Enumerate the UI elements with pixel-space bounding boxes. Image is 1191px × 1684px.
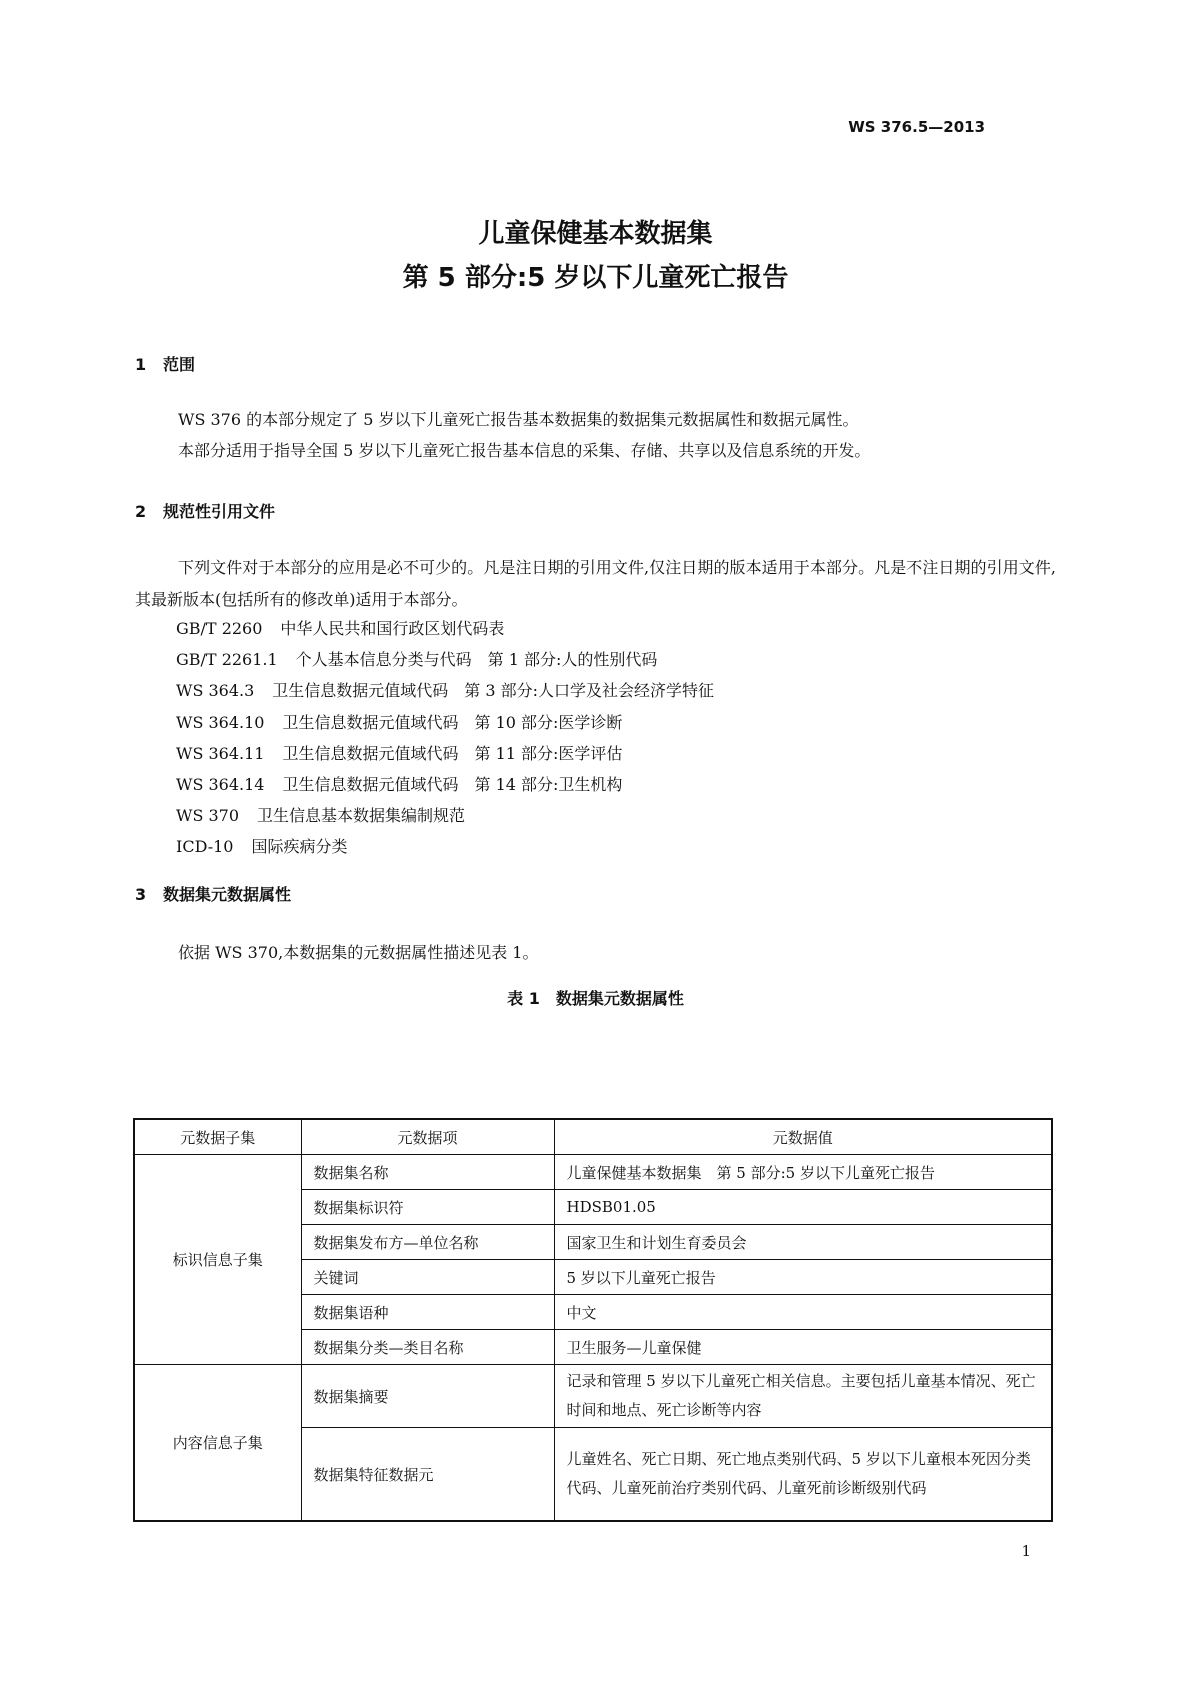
- value-cell: 儿童姓名、死亡日期、死亡地点类别代码、5 岁以下儿童根本死因分类代码、儿童死前治疗类别代码、儿童死前诊断级别代码: [554, 1428, 1052, 1522]
- reference-title: 中华人民共和国行政区划代码表: [280, 619, 505, 638]
- reference-title: 卫生信息数据元值域代码 第 14 部分:卫生机构: [282, 775, 623, 795]
- subset-cell: 内容信息子集: [134, 1365, 301, 1522]
- table-caption: 表 1 数据集元数据属性: [507, 989, 684, 1008]
- item-cell: 数据集分类—类目名称: [301, 1330, 554, 1365]
- page-number: 1: [1021, 1542, 1031, 1560]
- reference-item: [176, 707, 714, 738]
- section-2-intro: 下列文件对于本部分的应用是必不可少的。凡是注日期的引用文件,仅注日期的版本适用于本部分。凡是不注日期的引用文件,其最新版本(包括所有的修改单)适用于本部分。: [135, 558, 1056, 609]
- section-number: 2: [135, 502, 147, 521]
- table-header-cell: 元数据项: [301, 1119, 554, 1155]
- reference-code: WS 364.14: [176, 775, 265, 795]
- section-3-heading: [135, 882, 291, 905]
- document-subtitle: 第 5 部分:5 岁以下儿童死亡报告: [402, 263, 789, 293]
- reference-code: GB/T 2261.1: [176, 650, 278, 670]
- reference-code: WS 370: [176, 806, 240, 826]
- document-title: 儿童保健基本数据集: [478, 219, 713, 249]
- reference-title: 国际疾病分类: [251, 837, 348, 857]
- value-cell: 记录和管理 5 岁以下儿童死亡相关信息。主要包括儿童基本情况、死亡时间和地点、死亡诊断等内容: [554, 1365, 1052, 1428]
- value-cell: 儿童保健基本数据集 第 5 部分:5 岁以下儿童死亡报告: [554, 1155, 1052, 1190]
- item-cell: 数据集摘要: [301, 1365, 554, 1428]
- standard-code: WS 376.5—2013: [848, 118, 985, 136]
- reference-title: 卫生信息数据元值域代码 第 3 部分:人口学及社会经济学特征: [272, 681, 715, 701]
- table-header-row: [134, 1119, 1052, 1155]
- item-cell: 数据集语种: [301, 1295, 554, 1330]
- reference-title: 卫生信息数据元值域代码 第 10 部分:医学诊断: [282, 712, 623, 732]
- section-number: 3: [135, 885, 147, 904]
- section-number: 1: [135, 355, 147, 374]
- section-1-heading: [135, 352, 195, 375]
- reference-title: 卫生信息数据元值域代码 第 11 部分:医学评估: [282, 743, 623, 763]
- reference-code: WS 364.10: [176, 712, 265, 732]
- reference-item: [176, 644, 714, 675]
- reference-list: [176, 613, 714, 863]
- section-title: 数据集元数据属性: [163, 885, 292, 904]
- reference-item: [176, 769, 714, 800]
- item-cell: 数据集发布方—单位名称: [301, 1225, 554, 1260]
- reference-code: WS 364.11: [176, 743, 265, 763]
- reference-code: ICD-10: [176, 837, 234, 857]
- value-cell: 中文: [554, 1295, 1052, 1330]
- table-row: [134, 1365, 1052, 1428]
- table-header-cell: 元数据值: [554, 1119, 1052, 1155]
- section-2-heading: [135, 499, 275, 522]
- section-1-paragraph-2: 本部分适用于指导全国 5 岁以下儿童死亡报告基本信息的采集、存储、共享以及信息系统的开发。: [178, 441, 871, 460]
- section-title: 范围: [163, 355, 196, 374]
- reference-title: 个人基本信息分类与代码 第 1 部分:人的性别代码: [295, 650, 658, 670]
- reference-item: [176, 738, 714, 769]
- metadata-table: [133, 1118, 1053, 1522]
- value-cell: HDSB01.05: [554, 1190, 1052, 1225]
- reference-code: GB/T 2260: [176, 619, 263, 638]
- section-3-paragraph: 依据 WS 370,本数据集的元数据属性描述见表 1。: [178, 943, 539, 962]
- reference-title: 卫生信息基本数据集编制规范: [257, 806, 466, 826]
- subset-cell: 标识信息子集: [134, 1155, 301, 1365]
- item-cell: 数据集特征数据元: [301, 1428, 554, 1522]
- value-cell: 国家卫生和计划生育委员会: [554, 1225, 1052, 1260]
- reference-item: [176, 675, 714, 706]
- section-title: 规范性引用文件: [163, 502, 276, 521]
- value-cell: 5 岁以下儿童死亡报告: [554, 1260, 1052, 1295]
- item-cell: 关键词: [301, 1260, 554, 1295]
- table-header-cell: 元数据子集: [134, 1119, 301, 1155]
- reference-item: [176, 800, 714, 831]
- section-1-paragraph-1: WS 376 的本部分规定了 5 岁以下儿童死亡报告基本数据集的数据集元数据属性和数据元属性。: [178, 410, 859, 429]
- reference-code: WS 364.3: [176, 681, 255, 701]
- item-cell: 数据集名称: [301, 1155, 554, 1190]
- table-row: [134, 1155, 1052, 1190]
- reference-item: [176, 831, 714, 862]
- value-cell: 卫生服务—儿童保健: [554, 1330, 1052, 1365]
- item-cell: 数据集标识符: [301, 1190, 554, 1225]
- reference-item: [176, 613, 714, 644]
